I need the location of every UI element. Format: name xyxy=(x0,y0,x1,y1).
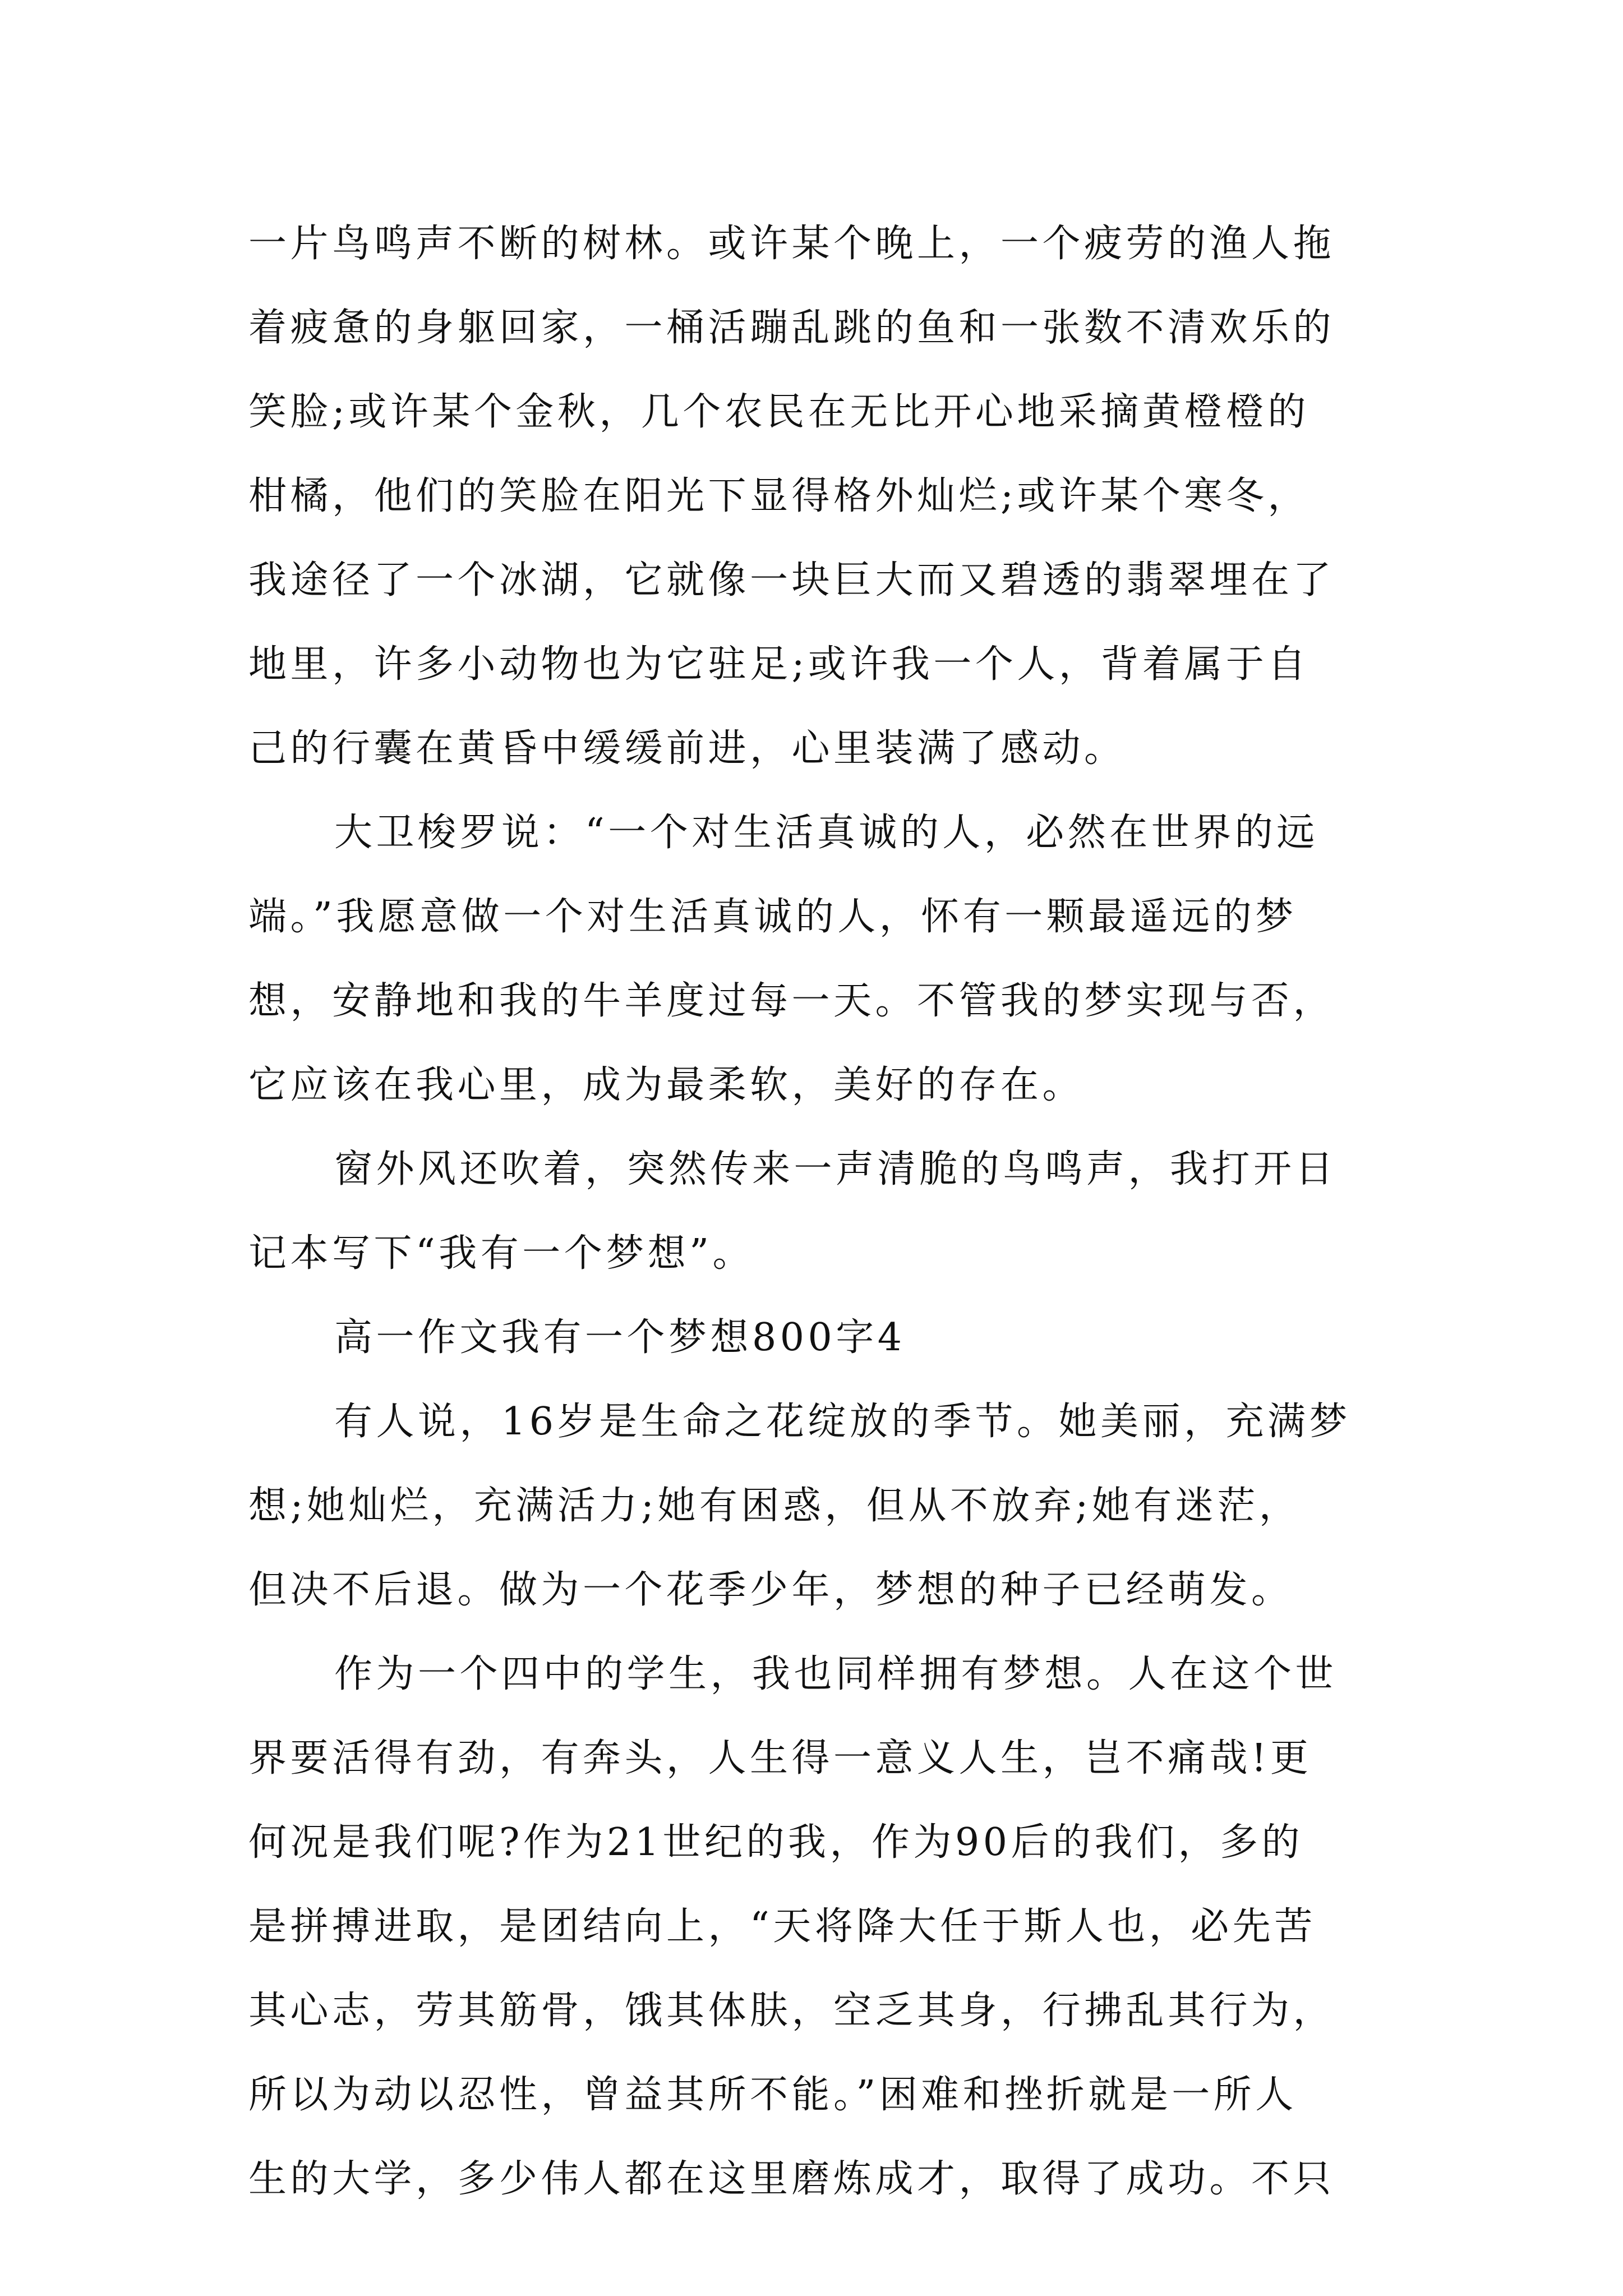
text-line: 地里，许多小动物也为它驻足;或许我一个人，背着属于自 xyxy=(248,642,1310,687)
text-line: 想;她灿烂，充满活力;她有困惑，但从不放弃;她有迷茫， xyxy=(248,1484,1301,1528)
text-line: 界要活得有劲，有奔头，人生得一意义人生，岂不痛哉!更 xyxy=(248,1736,1312,1780)
text-line: 柑橘，他们的笑脸在阳光下显得格外灿烂;或许某个寒冬， xyxy=(248,474,1310,518)
text-line: 笑脸;或许某个金秋，几个农民在无比开心地采摘黄橙橙的 xyxy=(248,390,1310,434)
text-line: 想，安静地和我的牛羊度过每一天。不管我的梦实现与否， xyxy=(248,979,1335,1023)
text-line: 是拼搏进取，是团结向上，“天将降大任于斯人也，必先苦 xyxy=(248,1904,1316,1949)
text-line: 端。”我愿意做一个对生活真诚的人，怀有一颗最遥远的梦 xyxy=(248,895,1297,939)
section-heading: 高一作文我有一个梦想800字4 xyxy=(334,1315,906,1360)
paragraph-start-line: 窗外风还吹着，突然传来一声清脆的鸟鸣声，我打开日 xyxy=(334,1147,1338,1191)
text-line: 己的行囊在黄昏中缓缓前进，心里装满了感动。 xyxy=(248,726,1126,771)
paragraph-start-line: 大卫梭罗说：“一个对生活真诚的人，必然在世界的远 xyxy=(334,811,1318,855)
text-line: 我途径了一个冰湖，它就像一块巨大而又碧透的翡翠埋在了 xyxy=(248,558,1335,602)
text-line: 记本写下“我有一个梦想”。 xyxy=(248,1231,755,1276)
text-line: 生的大学，多少伟人都在这里磨炼成才，取得了成功。不只 xyxy=(248,2157,1335,2201)
text-line: 何况是我们呢?作为21世纪的我，作为90后的我们，多的 xyxy=(248,1820,1304,1865)
text-line: 但决不后退。做为一个花季少年，梦想的种子已经萌发。 xyxy=(248,1568,1293,1612)
paragraph-start-line: 有人说，16岁是生命之花绽放的季节。她美丽，充满梦 xyxy=(334,1400,1352,1444)
text-line: 其心志，劳其筋骨，饿其体肤，空乏其身，行拂乱其行为， xyxy=(248,1989,1335,2033)
text-line: 一片鸟鸣声不断的树林。或许某个晚上，一个疲劳的渔人拖 xyxy=(248,222,1335,266)
text-line: 它应该在我心里，成为最柔软，美好的存在。 xyxy=(248,1063,1085,1107)
text-line: 着疲惫的身躯回家，一桶活蹦乱跳的鱼和一张数不清欢乐的 xyxy=(248,306,1335,350)
text-line: 所以为动以忍性，曾益其所不能。”困难和挫折就是一所人 xyxy=(248,2073,1297,2117)
paragraph-start-line: 作为一个四中的学生，我也同样拥有梦想。人在这个世 xyxy=(334,1652,1338,1696)
